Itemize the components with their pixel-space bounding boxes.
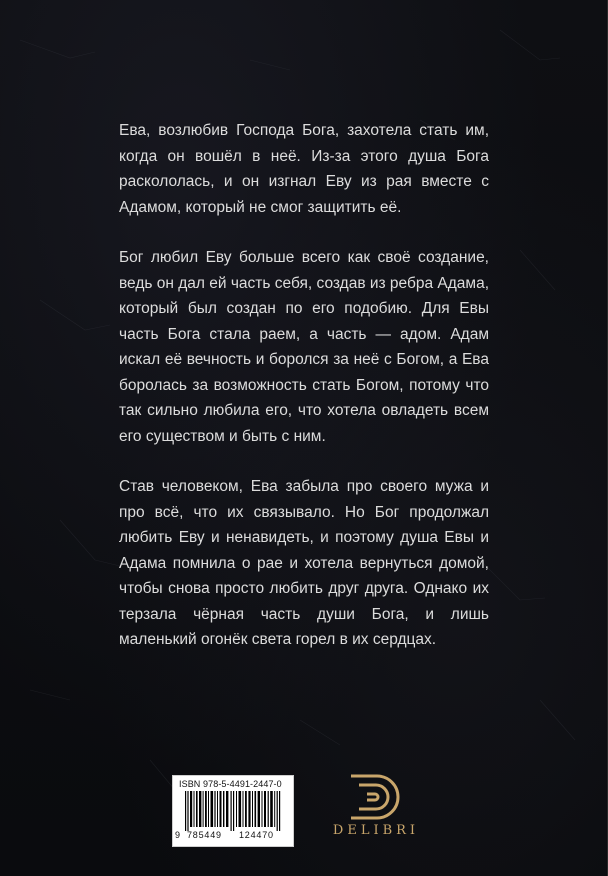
blurb-paragraph: Став человеком, Ева забыла про своего мужа и про всё, что их связывало. Но Бог продолжал любить Еву и ненавидеть, и поэтому душа Евы и Адама помнила о рае и хотела вернуться домой, чтобы снова просто любить друг друга. Однако их терзала чёрная часть души Бога, и лишь маленький огонёк света горел в их сердцах. [119, 478, 489, 648]
delibri-logo-icon [345, 772, 409, 822]
barcode-digits-right: 124470 [239, 830, 274, 840]
blurb-paragraph: Ева, возлюбив Господа Бога, захотела стать им, когда он вошёл в неё. Из-за этого душа Бога раскололась, и он изгнал Еву из рая вместе с Адамом, который не смог защитить её. [119, 122, 489, 216]
isbn-barcode [172, 775, 294, 847]
barcode-icon [179, 791, 287, 831]
publisher-name: DELIBRI [332, 823, 420, 838]
blurb-text [119, 118, 489, 678]
barcode-digit-first: 9 [175, 830, 181, 840]
isbn-label: ISBN 978-5-4491-2447-0 [179, 779, 282, 789]
barcode-digits-left: 785449 [187, 830, 222, 840]
blurb-paragraph: Бог любил Еву больше всего как своё создание, ведь он дал ей часть себя, создав из ребра Адама, который был создан по его подобию. Для Евы часть Бога стала раем, а часть — адом. Адам искал её вечность и боролся за неё с Богом, а Ева боролась за возможность стать Богом, потому что так сильно любила его, что хотела овладеть всем его существом и быть с ним. [119, 249, 490, 445]
